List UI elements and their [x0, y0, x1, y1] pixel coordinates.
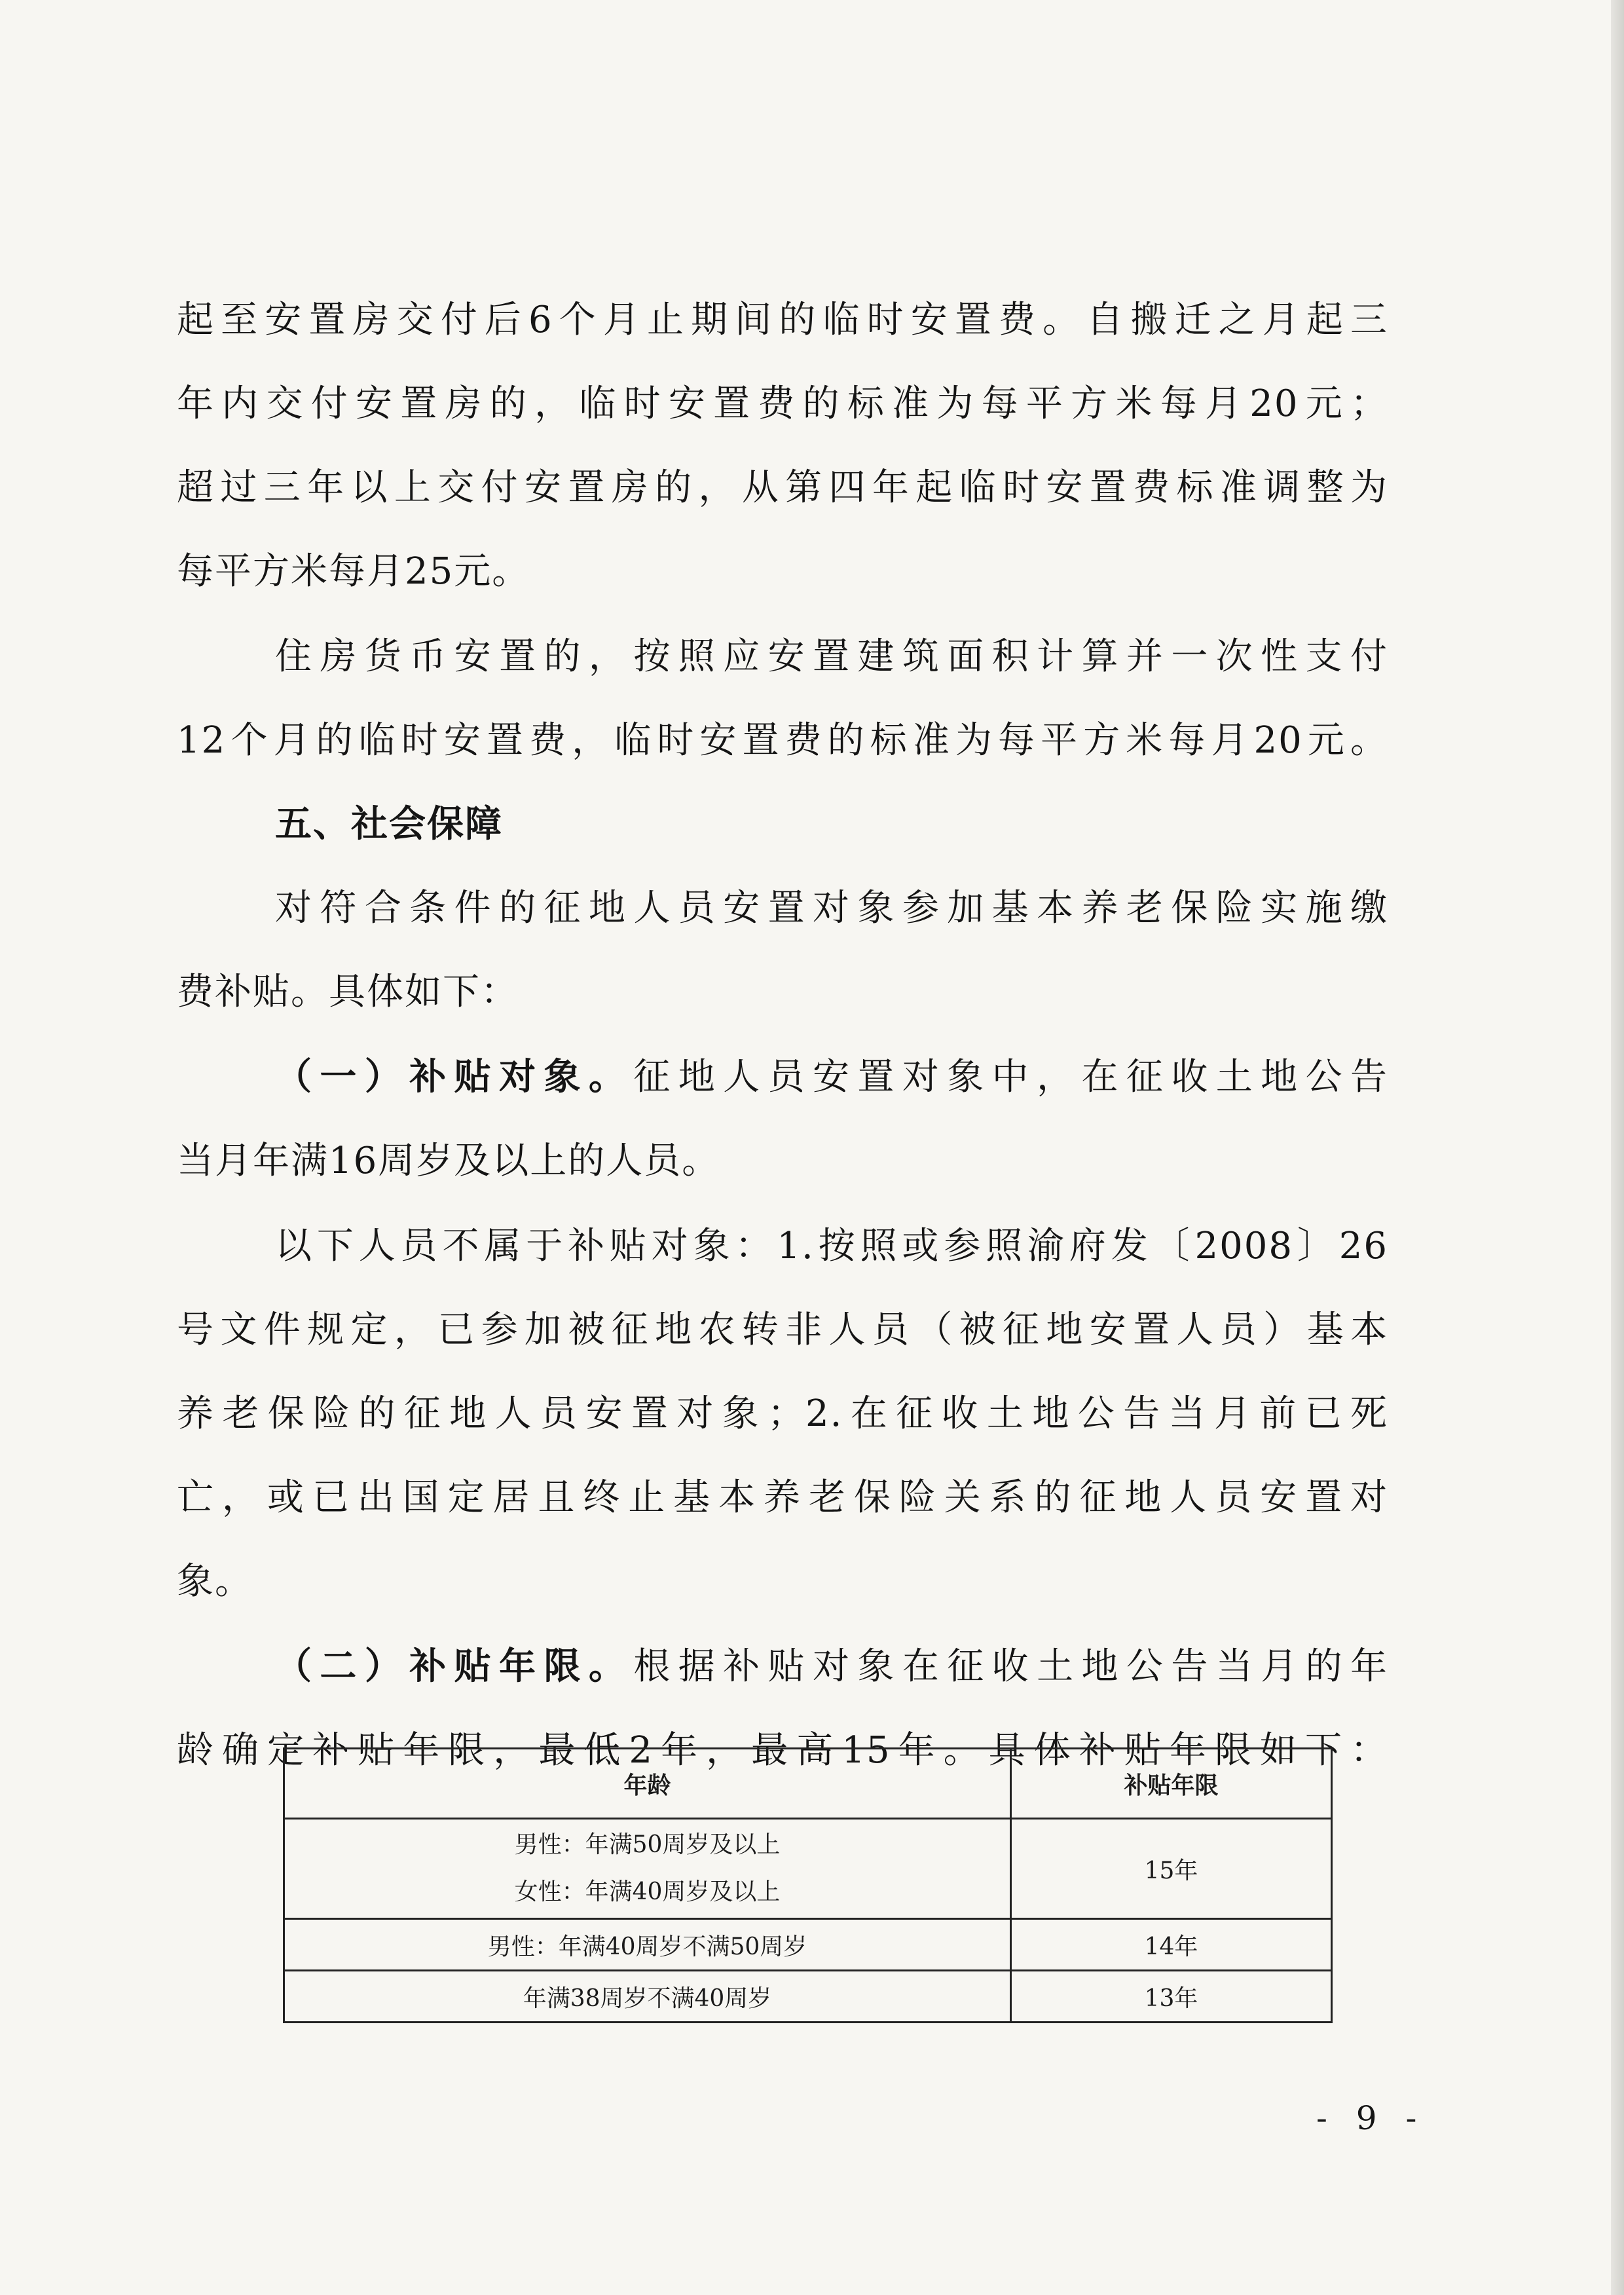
paragraph-line: 以下人员不属于补贴对象：1.按照或参照渝府发〔2008〕26 — [275, 1225, 1388, 1267]
paragraph-line — [177, 1055, 1388, 1100]
paragraph-line: 起至安置房交付后6个月止期间的临时安置费。自搬迁之月起三 — [177, 299, 1388, 341]
paragraph-line: 12个月的临时安置费，临时安置费的标准为每平方米每月20元。 — [177, 719, 1388, 762]
table-row — [284, 1919, 1332, 1971]
years-cell: 14年 — [1011, 1919, 1332, 1971]
subsection-text: 征地人员安置对象中，在征收土地公告 — [633, 1056, 1389, 1098]
years-cell: 15年 — [1011, 1819, 1332, 1919]
paragraph-line: 年内交付安置房的，临时安置费的标准为每平方米每月20元； — [177, 382, 1388, 425]
paragraph-line: 养老保险的征地人员安置对象；2.在征收土地公告当月前已死 — [177, 1392, 1388, 1435]
paragraph-line: 对符合条件的征地人员安置对象参加基本养老保险实施缴 — [275, 887, 1388, 929]
scan-edge — [1611, 0, 1624, 2295]
subsidy-years-table — [283, 1747, 1333, 2023]
age-cell: 男性：年满40周岁不满50周岁 — [284, 1919, 1011, 1971]
paragraph-line: 象。 — [177, 1560, 253, 1603]
subsection-text: 根据补贴对象在征收土地公告当月的年 — [633, 1645, 1389, 1688]
paragraph-line: 费补贴。具体如下： — [177, 971, 519, 1013]
age-line: 男性：年满50周岁及以上 — [514, 1831, 781, 1858]
age-cell: 年满38周岁不满40周岁 — [284, 1971, 1011, 2023]
years-cell: 13年 — [1011, 1971, 1332, 2023]
header-age: 年龄 — [284, 1749, 1011, 1819]
paragraph-line: 亡，或已出国定居且终止基本养老保险关系的征地人员安置对 — [177, 1476, 1388, 1519]
page-number: - 9 - — [1316, 2099, 1426, 2137]
subsection-title: （二）补贴年限。 — [275, 1645, 634, 1688]
table-header-row — [284, 1749, 1332, 1819]
paragraph-line — [177, 1645, 1388, 1689]
paragraph-line: 龄确定补贴年限，最低2年，最高15年。具体补贴年限如下： — [177, 1729, 1388, 1772]
paragraph-line: 住房货币安置的，按照应安置建筑面积计算并一次性支付 — [275, 635, 1388, 678]
header-years: 补贴年限 — [1011, 1749, 1332, 1819]
paragraph-line: 每平方米每月25元。 — [177, 550, 530, 593]
age-cell — [284, 1819, 1011, 1919]
paragraph-line: 超过三年以上交付安置房的，从第四年起临时安置费标准调整为 — [177, 466, 1388, 509]
paragraph-line: 号文件规定，已参加被征地农转非人员（被征地安置人员）基本 — [177, 1309, 1388, 1351]
subsection-title: （一）补贴对象。 — [275, 1056, 634, 1098]
paragraph-line: 当月年满16周岁及以上的人员。 — [177, 1140, 720, 1182]
subsidy-table-container — [283, 1747, 1331, 2023]
table-row — [284, 1971, 1332, 2023]
table-row — [284, 1819, 1332, 1919]
section-heading: 五、社会保障 — [275, 803, 503, 846]
body-text — [177, 298, 1388, 1773]
age-line: 女性：年满40周岁及以上 — [514, 1878, 781, 1905]
